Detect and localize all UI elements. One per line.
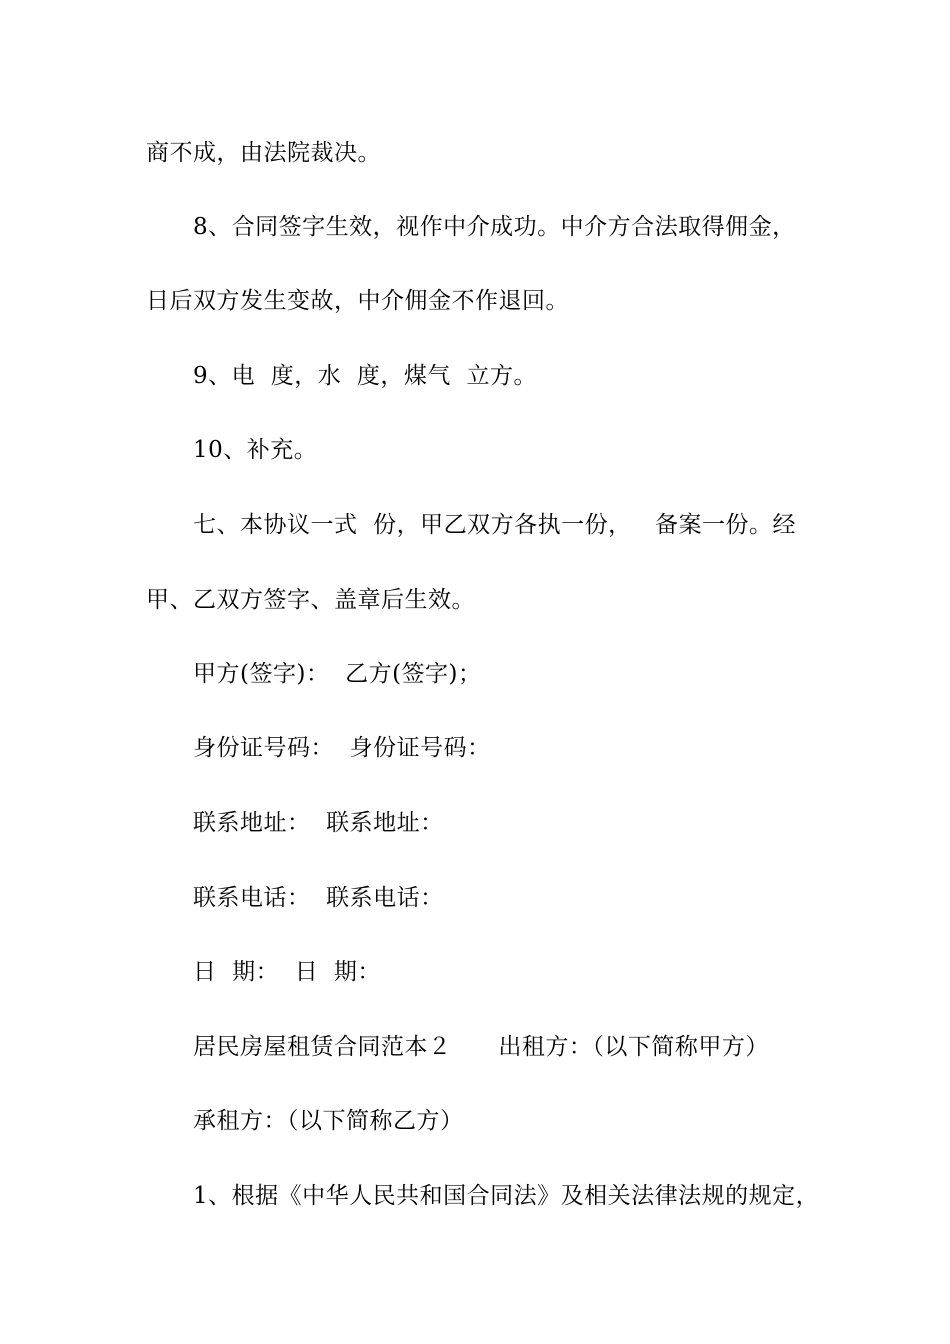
paragraph-line: 8、合同签字生效，视作中介成功。中介方合法取得佣金， xyxy=(193,214,796,240)
paragraph-line: 9、电 度，水 度，煤气 立方。 xyxy=(193,363,537,389)
phone-line: 联系电话： 联系电话： xyxy=(193,885,444,911)
paragraph-line: 1、根据《中华人民共和国合同法》及相关法律法规的规定， xyxy=(193,1183,820,1209)
paragraph-line: 10、补充。 xyxy=(193,437,318,463)
signature-line: 甲方(签字)： 乙方(签字)； xyxy=(193,661,482,687)
paragraph-line: 七、本协议一式 份，甲乙双方各执一份， 备案一份。经 xyxy=(193,512,797,538)
id-number-line: 身份证号码： 身份证号码： xyxy=(193,735,491,761)
paragraph-line: 甲、乙双方签字、盖章后生效。 xyxy=(146,587,475,613)
address-line: 联系地址： 联系地址： xyxy=(193,810,444,836)
date-line: 日 期： 日 期： xyxy=(193,959,381,985)
section-title-line: 居民房屋租赁合同范本２ 出租方：（以下简称甲方） xyxy=(193,1034,769,1060)
paragraph-line: 日后双方发生变故，中介佣金不作退回。 xyxy=(146,288,569,314)
paragraph-line: 商不成，由法院裁决。 xyxy=(146,140,381,166)
paragraph-line: 承租方：（以下简称乙方） xyxy=(193,1108,464,1134)
